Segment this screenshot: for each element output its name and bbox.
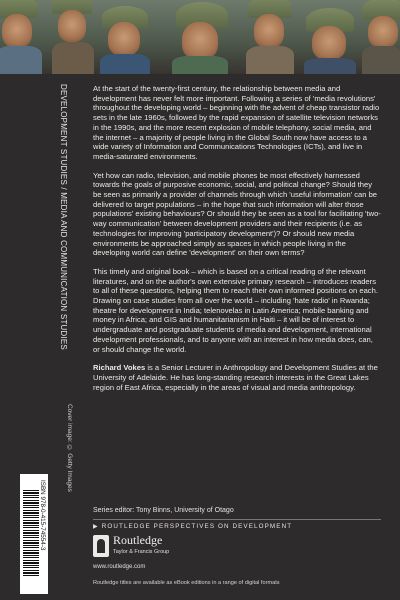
- series-name: ROUTLEDGE PERSPECTIVES ON DEVELOPMENT: [101, 523, 293, 530]
- author-bio: [93, 363, 381, 392]
- barcode: [20, 474, 48, 594]
- blurb-paragraph-1: At the start of the twenty-first century, the relationship between media and development has never felt more important. Following a series of 'media revolutions' throughout the developing world – beginning with the advent of cheap transistor radio sets in the late 1960s, followed by the rapid expansion of satellite television networks in the 1990s, and the more recent explosion of mobile telephony, social media, and the internet – a majority of people living in the Global South now have access to a wide variety of Information and Communications Technologies (ICTs), and live in media-saturated environments.: [93, 84, 380, 161]
- isbn-label: ISBN 978-0-415-74554-3: [39, 480, 46, 551]
- barcode-bars: [23, 488, 39, 576]
- series-editor: Series editor: Tony Binns, University of Otago: [93, 507, 234, 514]
- triangle-icon: ▶: [93, 524, 99, 530]
- publisher-website: www.routledge.com: [93, 564, 146, 570]
- publisher-name: Routledge: [113, 533, 163, 547]
- publisher-group: Taylor & Francis Group: [113, 549, 170, 555]
- spine-subject-label: DEVELOPMENT STUDIES / MEDIA AND COMMUNICATION STUDIES: [59, 84, 68, 350]
- cover-image-credit: Cover image: © Getty Images: [66, 404, 73, 492]
- cover-photo: [0, 0, 400, 74]
- blurb-paragraph-3: This timely and original book – which is based on a critical reading of the relevant literatures, and on the author's own extensive primary research – introduces readers to all of these questions, helping them to reach their own informed positions on each. Drawing on case studies from all over the world – including 'hate radio' in Rwanda; theatre for development in India; telenovelas in Latin America; mobile banking and money in Africa; and GIS and humanitarianism in Haiti – it will be of interest to undergraduate and postgraduate students of media and development, international development professionals, and to anyone with an interest in how media does, can, or should change the world.: [93, 266, 378, 354]
- blurb-paragraph-2: Yet how can radio, television, and mobile phones be most effectively harnessed towards the goals of purposive economic, social, and political change? Should they be seen as primarily a provider of channels through which 'useful information' can be delivered to target populations – in the hope that such information will alter those populations' existing behaviours? Or should they be seen as a tool for facilitating 'two-way communication' between development providers and their recipients (i.e. as technologies for improving 'participatory development')? Or should new media environments be approached simply as spaces in which people living in the developing world can define 'development' on their own terms?: [93, 170, 381, 258]
- author-name: Richard Vokes: [93, 363, 146, 373]
- routledge-logo-icon: [93, 535, 109, 557]
- author-bio-text: is a Senior Lecturer in Anthropology and Development Studies at the University of Adelaide. He has long-standing research interests in the Great Lakes region of East Africa, especially in the areas of visual and media anthropology.: [93, 363, 378, 392]
- blurb: [93, 84, 381, 401]
- ebook-note: Routledge titles are available as eBook editions in a range of digital formats: [93, 580, 280, 586]
- series-title: [93, 519, 381, 530]
